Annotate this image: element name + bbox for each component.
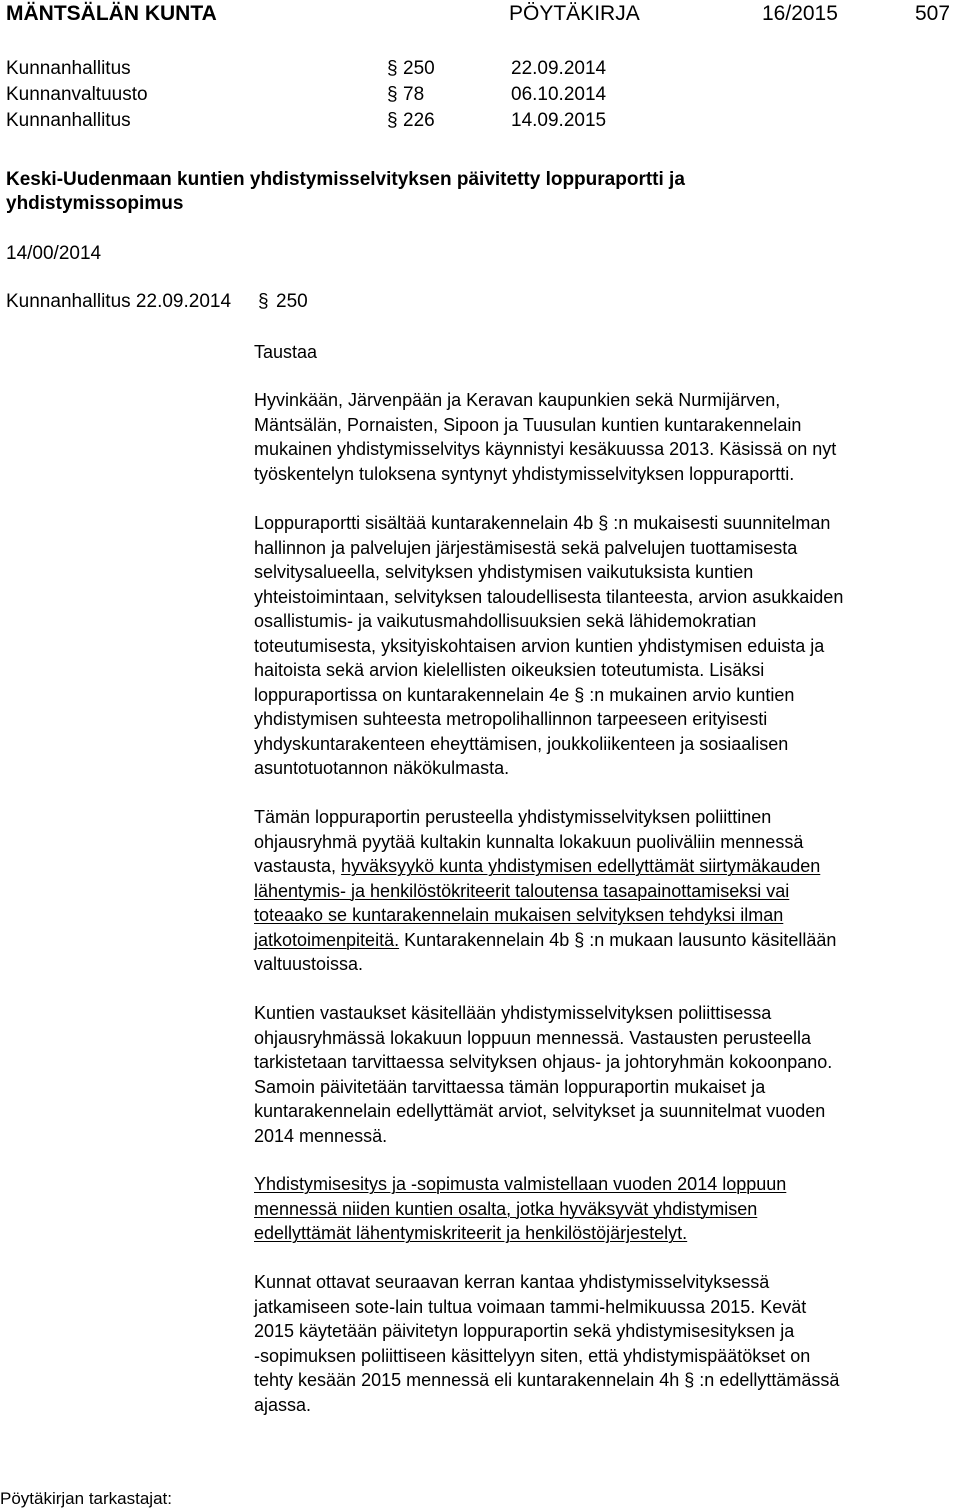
history-body: Kunnanhallitus bbox=[6, 110, 131, 131]
subheading: Taustaa bbox=[254, 342, 318, 362]
text-line: ajassa. bbox=[254, 1394, 312, 1415]
text-line: tarkistetaan tarvittaessa selvityksen ohjaus- ja johtoryhmän kokoonpano. bbox=[254, 1052, 833, 1072]
underlined-text: mennessä niiden kuntien osalta, jotka hyväksyvät yhdistymisen bbox=[254, 1198, 758, 1219]
underlined-text: lähentymis- ja henkilöstökriteerit taloutensa tasapainottamiseksi vai bbox=[254, 880, 790, 901]
document-title bbox=[6, 168, 906, 216]
text-line: -sopimuksen poliittiseen käsittelyyn siten, että yhdistymispäätökset on bbox=[254, 1345, 811, 1366]
underlined-text: toteaako se kuntarakennelain mukaisen selvityksen tehdyksi ilman bbox=[254, 905, 784, 925]
text-line: asuntotuotannon näkökulmasta. bbox=[254, 758, 510, 778]
text-line: ohjausryhmässä lokakuun loppuun mennessä. Vastausten perusteella bbox=[254, 1027, 812, 1048]
text-line: Loppuraportti sisältää kuntarakennelain 4b § :n mukaisesti suunnitelman bbox=[254, 513, 831, 533]
text-line: osallistumis- ja vaikutusmahdollisuuksien sekä lähidemokratian bbox=[254, 611, 757, 631]
text-line: työskentelyn tuloksena syntynyt yhdistymisselvityksen loppuraportti. bbox=[254, 463, 795, 484]
text-line bbox=[254, 928, 958, 953]
text-line bbox=[254, 903, 958, 928]
text-line: 2014 mennessä. bbox=[254, 1125, 388, 1146]
document-number: 16/2015 bbox=[762, 2, 838, 25]
text-line bbox=[254, 1172, 958, 1197]
text-line bbox=[254, 1221, 958, 1246]
text-line: Mäntsälän, Pornaisten, Sipoon ja Tuusulan kuntien kuntarakennelain bbox=[254, 414, 802, 435]
underlined-text: Yhdistymisesitys ja -sopimusta valmistellaan vuoden 2014 loppuun bbox=[254, 1174, 787, 1194]
paragraph-report-contents bbox=[254, 511, 958, 781]
municipality-name: MÄNTSÄLÄN KUNTA bbox=[6, 2, 217, 25]
history-section: 226 bbox=[403, 110, 435, 131]
section-symbol: § bbox=[387, 110, 398, 131]
text-line: yhdyskuntarakenteen eheyttämisen, joukkoliikenteen ja sosiaalisen bbox=[254, 733, 789, 754]
history-body: Kunnanvaltuusto bbox=[6, 84, 148, 105]
meeting-label: Kunnanhallitus 22.09.2014 bbox=[6, 291, 232, 312]
text-line: kuntarakennelain edellyttämät arviot, selvitykset ja suunnitelmat vuoden bbox=[254, 1101, 826, 1121]
text-line: valtuustoissa. bbox=[254, 954, 364, 974]
case-number: 14/00/2014 bbox=[6, 243, 102, 264]
history-body: Kunnanhallitus bbox=[6, 58, 131, 79]
underlined-text: jatkotoimenpiteitä. bbox=[254, 929, 400, 950]
history-section: 78 bbox=[403, 84, 425, 105]
section-symbol: § bbox=[258, 291, 269, 312]
underlined-text: edellyttämät lähentymiskriteerit ja henkilöstöjärjestelyt. bbox=[254, 1223, 688, 1243]
paragraph-responses bbox=[254, 1001, 958, 1148]
text-line: loppuraportissa on kuntarakennelain 4e § :n mukainen arvio kuntien bbox=[254, 684, 795, 705]
paragraph-request bbox=[254, 805, 958, 977]
text-line: Samoin päivitetään tarvittaessa tämän loppuraportin mukaiset ja bbox=[254, 1076, 766, 1097]
text-line: yhdistymisen suhteesta metropolihallinnon tarpeeseen erityisesti bbox=[254, 709, 768, 729]
section-symbol: § bbox=[387, 58, 398, 79]
text-line: Tämän loppuraportin perusteella yhdistymisselvityksen poliittinen bbox=[254, 807, 772, 827]
text-line: Kuntien vastaukset käsitellään yhdistymisselvityksen poliittisessa bbox=[254, 1003, 772, 1023]
text-line: mukainen yhdistymisselvitys käynnistyi kesäkuussa 2013. Käsissä on nyt bbox=[254, 439, 837, 459]
text-line: Hyvinkään, Järvenpään ja Keravan kaupunkien sekä Nurmijärven, bbox=[254, 390, 781, 410]
paragraph-proposal bbox=[254, 1172, 958, 1246]
history-date: 06.10.2014 bbox=[511, 84, 607, 105]
text-line: yhteistoimintaan, selvityksen taloudellisesta tilanteesta, arvion asukkaiden bbox=[254, 586, 844, 607]
page-number: 507 bbox=[915, 2, 951, 25]
text-line: Kunnat ottavat seuraavan kerran kantaa yhdistymisselvityksessä bbox=[254, 1272, 770, 1292]
history-date: 22.09.2014 bbox=[511, 58, 607, 79]
text-line: 2015 käytetään päivitetyn loppuraportin sekä yhdistymisesityksen ja bbox=[254, 1321, 795, 1341]
text-line: hallinnon ja palvelujen järjestämisestä sekä palvelujen tuottamisesta bbox=[254, 537, 798, 558]
text-line: toteutumisesta, yksityiskohtaisen arvion kuntien yhdistymisen eduista ja bbox=[254, 635, 825, 656]
meeting-section: 250 bbox=[276, 291, 308, 312]
section-symbol: § bbox=[387, 84, 398, 105]
text-line bbox=[254, 879, 958, 904]
text-line: selvitysalueella, selvityksen yhdistymisen vaikutuksista kuntien bbox=[254, 562, 754, 582]
plain-text: Kuntarakennelain 4b § :n mukaan lausunto käsitellään bbox=[399, 929, 837, 950]
text-line: haitoista sekä arvion kielellisten oikeuksien toteutumista. Lisäksi bbox=[254, 660, 765, 680]
paragraph-timeline bbox=[254, 1270, 958, 1417]
text-line bbox=[254, 1197, 958, 1222]
paragraph-background bbox=[254, 388, 958, 486]
document-type: PÖYTÄKIRJA bbox=[509, 2, 640, 25]
title-line: yhdistymissopimus bbox=[6, 193, 184, 214]
plain-text: vastausta, bbox=[254, 856, 342, 876]
history-date: 14.09.2015 bbox=[511, 110, 607, 131]
title-line: Keski-Uudenmaan kuntien yhdistymisselvityksen päivitetty loppuraportti ja bbox=[6, 169, 685, 190]
text-line: tehty kesään 2015 mennessä eli kuntarakennelain 4h § :n edellyttämässä bbox=[254, 1370, 840, 1390]
text-line bbox=[254, 854, 958, 879]
history-section: 250 bbox=[403, 58, 435, 79]
text-line: ohjausryhmä pyytää kultakin kunnalta lokakuun puoliväliin mennessä bbox=[254, 831, 804, 852]
underlined-text: hyväksyykö kunta yhdistymisen edellyttämät siirtymäkauden bbox=[341, 856, 821, 876]
reviewers-label: Pöytäkirjan tarkastajat: bbox=[0, 1489, 172, 1508]
text-line: jatkamiseen sote-lain tultua voimaan tammi-helmikuussa 2015. Kevät bbox=[254, 1296, 807, 1317]
